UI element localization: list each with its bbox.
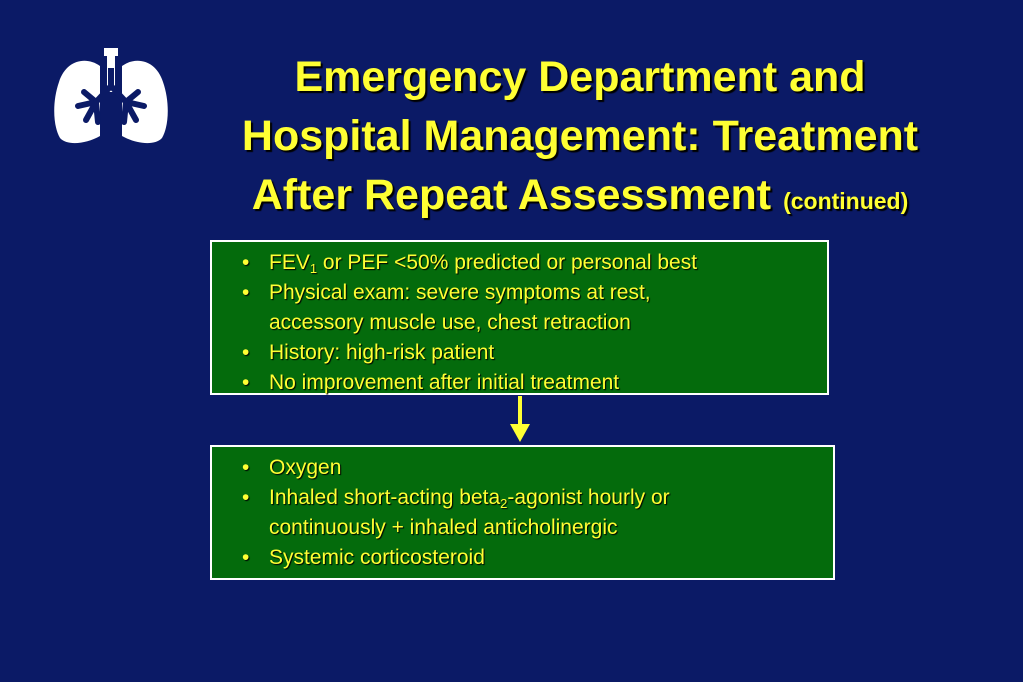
list-item — [242, 248, 697, 278]
list-item-text: accessory muscle use, chest retraction — [269, 311, 631, 334]
list-item-text: History: high-risk patient — [269, 341, 495, 364]
bullet-icon: • — [242, 341, 250, 364]
list-item — [242, 368, 697, 398]
list-item-continuation — [242, 513, 670, 543]
list-item — [242, 338, 697, 368]
bullet-icon: • — [242, 486, 250, 509]
title-line-3-text: After Repeat Assessment — [251, 171, 772, 219]
list-item-text: Systemic corticosteroid — [269, 546, 485, 569]
assessment-box — [210, 240, 829, 395]
subscript: 2 — [500, 496, 508, 511]
treatment-box — [210, 445, 835, 580]
down-arrow-icon — [509, 396, 531, 442]
subscript: 1 — [309, 261, 318, 276]
bullet-icon: • — [242, 456, 250, 479]
assessment-list — [242, 248, 697, 398]
list-item — [242, 453, 670, 483]
title-continued: (continued) — [783, 188, 909, 214]
list-item — [242, 278, 697, 308]
bullet-icon: • — [242, 281, 250, 304]
list-item — [242, 543, 670, 573]
list-item-text-pre: FEV — [269, 251, 310, 274]
treatment-list — [242, 453, 670, 573]
bullet-icon: • — [242, 251, 250, 274]
list-item — [242, 483, 670, 513]
list-item-text-pre: Inhaled short-acting beta — [269, 486, 501, 509]
title-line-2: Hospital Management: Treatment — [241, 112, 919, 160]
title-line-3 — [160, 166, 1000, 231]
bullet-icon: • — [242, 371, 250, 394]
bullet-icon: • — [242, 546, 250, 569]
list-item-text: No improvement after initial treatment — [269, 371, 620, 394]
list-item-text: continuously + inhaled anticholinergic — [269, 516, 618, 539]
list-item-text: Physical exam: severe symptoms at rest, — [269, 281, 651, 304]
list-item-text: Oxygen — [269, 456, 342, 479]
list-item-text-post: or PEF <50% predicted or personal best — [317, 251, 698, 274]
list-item-text-post: -agonist hourly or — [507, 486, 670, 509]
page-title — [160, 48, 1000, 231]
lungs-icon — [50, 48, 178, 148]
list-item-continuation — [242, 308, 697, 338]
title-line-1: Emergency Department and — [294, 53, 866, 101]
